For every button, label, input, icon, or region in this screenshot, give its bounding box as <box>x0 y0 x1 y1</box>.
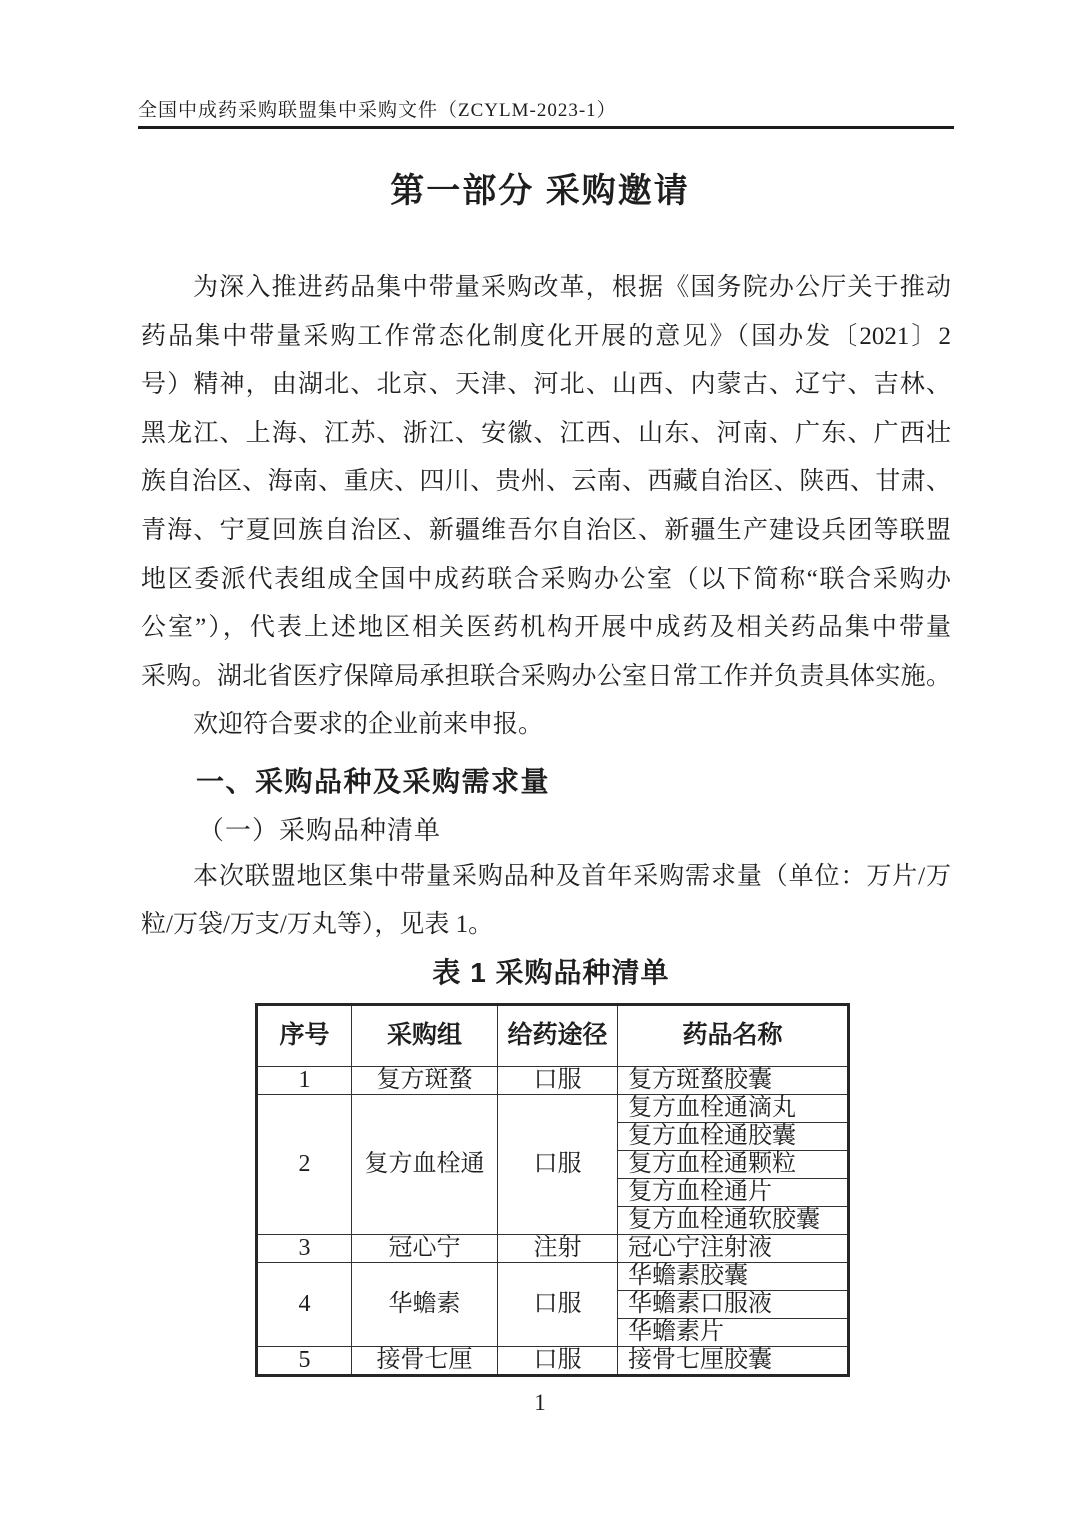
table-caption: 表 1 采购品种清单 <box>432 957 670 988</box>
cell-drug: 华蟾素胶囊 <box>618 1263 849 1291</box>
section-subheading: （一）采购品种清单 <box>198 816 442 845</box>
cell-seq: 5 <box>257 1347 352 1376</box>
cell-group: 复方斑蝥 <box>352 1067 498 1095</box>
column-header-seq: 序号 <box>257 1005 352 1067</box>
section-paragraph <box>141 853 951 949</box>
cell-route: 口服 <box>498 1263 618 1347</box>
cell-drug: 复方血栓通颗粒 <box>618 1151 849 1179</box>
cell-route: 口服 <box>498 1067 618 1095</box>
paragraph-line: 公室”），代表上述地区相关医药机构开展中成药及相关药品集中带量 <box>141 614 951 642</box>
cell-group: 接骨七厘 <box>352 1347 498 1376</box>
cell-seq: 3 <box>257 1235 352 1263</box>
paragraph-line: 采购。湖北省医疗保障局承担联合采购办公室日常工作并负责具体实施。 <box>141 662 951 690</box>
table-row <box>257 1263 849 1291</box>
paragraph-line: 粒/万袋/万支/万丸等），见表 1。 <box>141 911 494 938</box>
welcome-line: 欢迎符合要求的企业前来申报。 <box>193 711 544 739</box>
table-row <box>257 1095 849 1123</box>
cell-seq: 4 <box>257 1263 352 1347</box>
column-header-drug: 药品名称 <box>618 1005 849 1067</box>
cell-group: 华蟾素 <box>352 1263 498 1347</box>
paragraph-line: 族自治区、海南、重庆、四川、贵州、云南、西藏自治区、陕西、甘肃、 <box>141 468 951 496</box>
intro-paragraph <box>141 264 951 750</box>
procurement-table <box>255 1003 850 1377</box>
table-row <box>257 1067 849 1095</box>
cell-drug: 冠心宁注射液 <box>618 1235 849 1263</box>
cell-drug: 复方血栓通片 <box>618 1179 849 1207</box>
paragraph-line: 药品集中带量采购工作常态化制度化开展的意见》（国办发〔2021〕2 <box>141 322 951 350</box>
section-heading: 一、采购品种及采购需求量 <box>196 766 551 797</box>
cell-drug: 复方血栓通胶囊 <box>618 1123 849 1151</box>
header-rule <box>138 126 954 129</box>
cell-drug: 接骨七厘胶囊 <box>618 1347 849 1376</box>
cell-drug: 华蟾素片 <box>618 1319 849 1347</box>
page-number: 1 <box>534 1390 546 1415</box>
cell-group: 复方血栓通 <box>352 1095 498 1235</box>
table-header-row <box>257 1005 849 1067</box>
column-header-group: 采购组 <box>352 1005 498 1067</box>
paragraph-line: 地区委派代表组成全国中成药联合采购办公室（以下简称“联合采购办 <box>141 565 951 593</box>
paragraph-line: 为深入推进药品集中带量采购改革，根据《国务院办公厅关于推动 <box>193 274 951 301</box>
cell-drug: 华蟾素口服液 <box>618 1291 849 1319</box>
table-row <box>257 1235 849 1263</box>
cell-seq: 1 <box>257 1067 352 1095</box>
cell-seq: 2 <box>257 1095 352 1235</box>
document-title: 第一部分 采购邀请 <box>390 172 690 210</box>
cell-drug: 复方血栓通滴丸 <box>618 1095 849 1123</box>
column-header-route: 给药途径 <box>498 1005 618 1067</box>
cell-route: 口服 <box>498 1095 618 1235</box>
cell-group: 冠心宁 <box>352 1235 498 1263</box>
paragraph-line: 黑龙江、上海、江苏、浙江、安徽、江西、山东、河南、广东、广西壮 <box>141 419 951 447</box>
paragraph-line: 本次联盟地区集中带量采购品种及首年采购需求量（单位：万片/万 <box>193 863 951 890</box>
cell-route: 口服 <box>498 1347 618 1376</box>
paragraph-line: 号）精神，由湖北、北京、天津、河北、山西、内蒙古、辽宁、吉林、 <box>141 371 951 399</box>
running-header: 全国中成药采购联盟集中采购文件（ZCYLM-2023-1） <box>138 100 617 121</box>
cell-drug: 复方血栓通软胶囊 <box>618 1207 849 1235</box>
table-row <box>257 1347 849 1376</box>
paragraph-line: 青海、宁夏回族自治区、新疆维吾尔自治区、新疆生产建设兵团等联盟 <box>141 516 951 544</box>
cell-route: 注射 <box>498 1235 618 1263</box>
cell-drug: 复方斑蝥胶囊 <box>618 1067 849 1095</box>
